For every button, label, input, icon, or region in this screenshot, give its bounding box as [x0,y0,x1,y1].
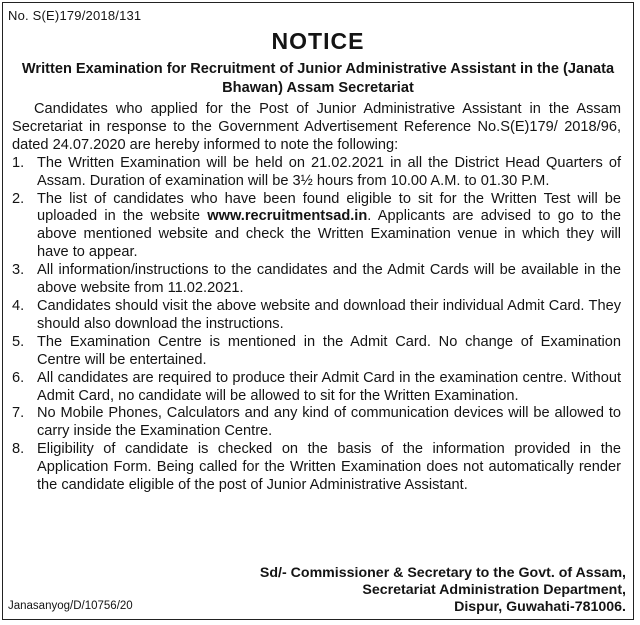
list-item [12,334,621,370]
item-text-after: . Applicants are advised to go to the above mentioned website and check the Written Examination venue in which they will have to appear. [37,208,621,261]
item-number: 7. [12,405,25,422]
reference-number: No. S(E)179/2018/131 [8,8,142,23]
item-text: All candidates are required to produce their Admit Card in the examination centre. Without Admit Card, no candidate will be allowed to sit for the Written Examination. [37,369,621,404]
list-item [12,262,621,298]
list-item [12,191,621,263]
signature-block [260,565,626,616]
publication-code: Janasanyog/D/10756/20 [8,600,133,612]
list-item [12,441,621,495]
item-text: All information/instructions to the candidates and the Admit Cards will be available in the above website from 11.02.2021. [37,262,621,297]
notice-title: NOTICE [271,28,365,54]
item-text: No Mobile Phones, Calculators and any kind of communication devices will be allowed to carry inside the Examination Centre. [37,405,621,440]
instruction-list [12,155,621,495]
notice-subtitle: Written Examination for Recruitment of Junior Administrative Assistant in the (Janata Bhawan) Assam Secretariat [21,61,615,96]
item-text: Candidates should visit the above website and download their individual Admit Card. They should also download the instructions. [37,297,621,332]
list-item [12,370,621,406]
list-item [12,405,621,441]
notice-body [12,101,621,495]
item-number: 1. [12,154,25,171]
signature-line-1: Sd/- Commissioner & Secretary to the Govt. of Assam, [259,565,626,581]
item-number: 3. [12,262,25,279]
item-text: Eligibility of candidate is checked on the basis of the information provided in the Application Form. Being called for the Written Examination does not automatically render the candidate eligible of the post of Junior Administrative Assistant. [37,441,621,494]
intro-paragraph: Candidates who applied for the Post of Junior Administrative Assistant in the Assam Secretariat in response to the Government Advertisement Reference No.S(E)179/ 2018/96, dated 24.07.2020 are hereby informed to note the following: [12,101,621,153]
item-number: 2. [12,190,25,207]
signature-line-3: Dispur, Guwahati-781006. [454,599,626,615]
website-url: www.recruitmentsad.in [207,208,368,225]
item-text: The Written Examination will be held on 21.02.2021 in all the District Head Quarters of Assam. Duration of examination will be 3½ hours from 10.00 A.M. to 01.30 P.M. [37,154,621,189]
item-text: The Examination Centre is mentioned in the Admit Card. No change of Examination Centre will be entertained. [37,333,621,368]
list-item [12,298,621,334]
list-item [12,155,621,191]
item-text-before: The list of candidates who have been found eligible to sit for the Written Test will be uploaded in the website [37,190,621,225]
item-number: 8. [12,441,25,458]
item-number: 4. [12,297,25,314]
item-number: 5. [12,333,25,350]
signature-line-2: Secretariat Administration Department, [362,582,626,598]
item-number: 6. [12,369,25,386]
